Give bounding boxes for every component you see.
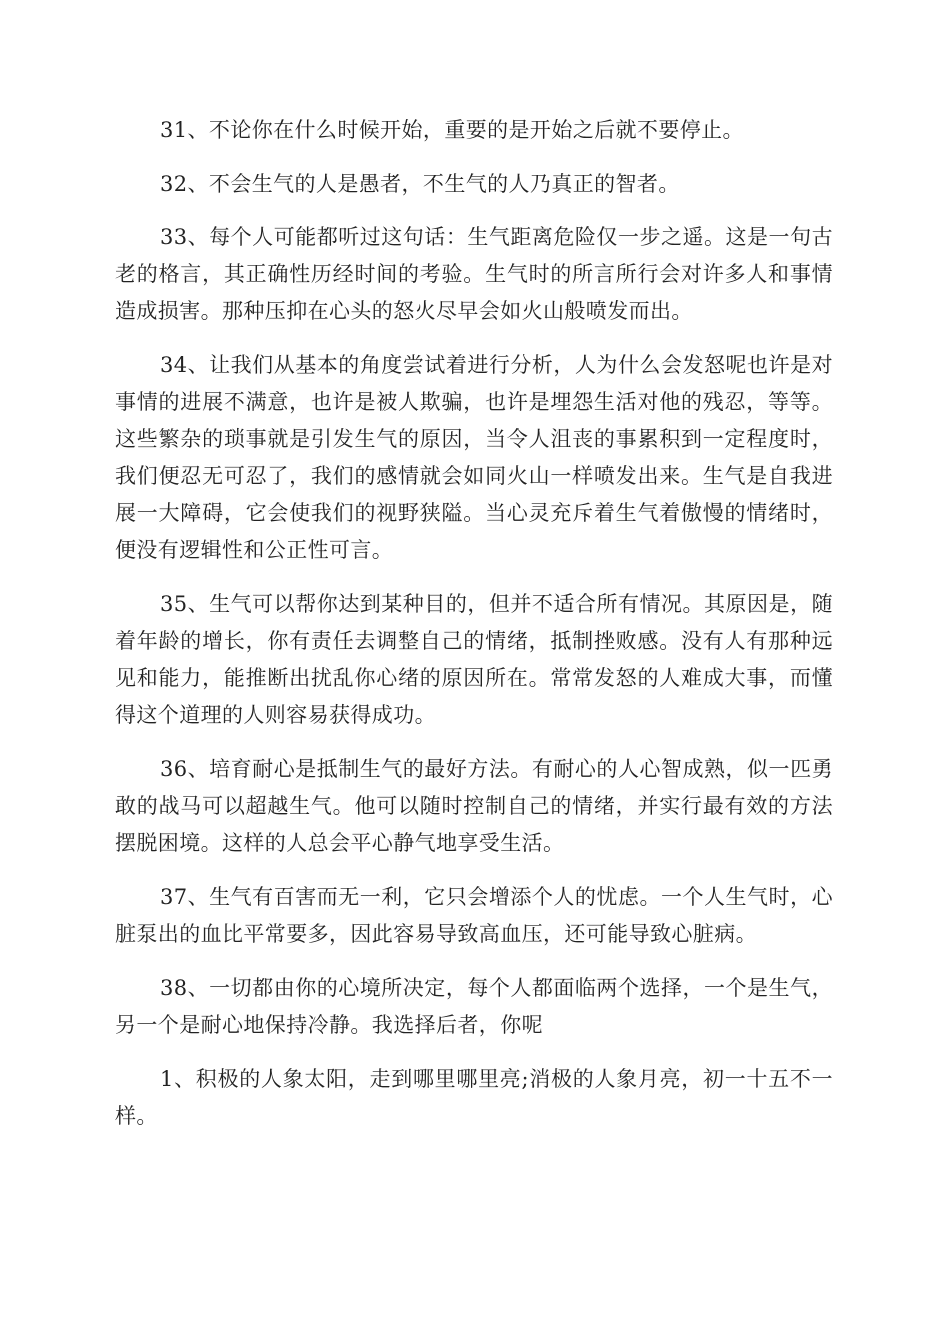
paragraph-32: 32、不会生气的人是愚者，不生气的人乃真正的智者。 xyxy=(160,172,680,196)
paragraph-34: 34、让我们从基本的角度尝试着进行分析，人为什么会发怒呢也许是对事情的进展不满意，也许是被人欺骗，也许是埋怨生活对他的残忍，等等。这些繁杂的琐事就是引发生气的原因，当令人沮丧的事累积到一定程度时，我们便忍无可忍了，我们的感情就会如同火山一样喷发出来。生气是自我进展一大障碍，它会使我们的视野狭隘。当心灵充斥着生气着傲慢的情绪时，便没有逻辑性和公正性可言。 xyxy=(115,353,833,562)
paragraph-1: 1、积极的人象太阳，走到哪里哪里亮;消极的人象月亮，初一十五不一样。 xyxy=(115,1067,833,1128)
paragraph-36: 36、培育耐心是抵制生气的最好方法。有耐心的人心智成熟，似一匹勇敢的战马可以超越生气。他可以随时控制自己的情绪，并实行最有效的方法摆脱困境。这样的人总会平心静气地享受生活。 xyxy=(115,757,833,855)
paragraph-31: 31、不论你在什么时候开始，重要的是开始之后就不要停止。 xyxy=(160,118,744,142)
paragraph-35: 35、生气可以帮你达到某种目的，但并不适合所有情况。其原因是，随着年龄的增长，你有责任去调整自己的情绪，抵制挫败感。没有人有那种远见和能力，能推断出扰乱你心绪的原因所在。常常发怒的人难成大事，而懂得这个道理的人则容易获得成功。 xyxy=(115,592,833,727)
paragraph-38: 38、一切都由你的心境所决定，每个人都面临两个选择，一个是生气，另一个是耐心地保持冷静。我选择后者，你呢 xyxy=(115,976,833,1037)
paragraph-37: 37、生气有百害而无一利，它只会增添个人的忧虑。一个人生气时，心脏泵出的血比平常要多，因此容易导致高血压，还可能导致心脏病。 xyxy=(115,885,833,946)
paragraph-33: 33、每个人可能都听过这句话：生气距离危险仅一步之遥。这是一句古老的格言，其正确性历经时间的考验。生气时的所言所行会对许多人和事情造成损害。那种压抑在心头的怒火尽早会如火山般喷发而出。 xyxy=(115,225,833,323)
document-body xyxy=(115,112,833,1135)
